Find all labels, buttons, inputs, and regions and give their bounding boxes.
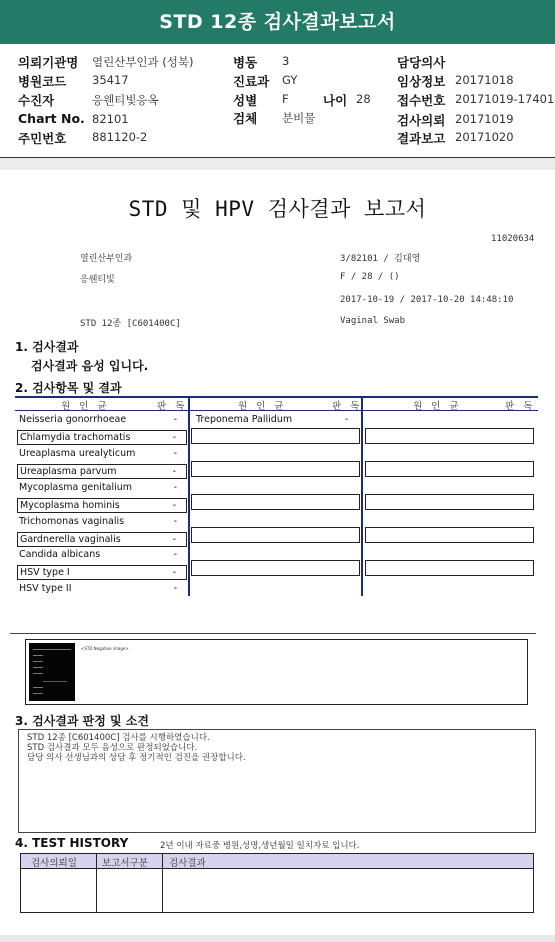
label-doctor: 담당의사 (397, 55, 446, 70)
empty-result-box (191, 527, 360, 543)
empty-result-box (191, 560, 360, 576)
label-ward: 병동 (233, 55, 258, 70)
history-note: 2년 이내 자료중 병원,성명,생년월일 일치자료 입니다. (160, 841, 360, 851)
value-resident-no: 881120-2 (92, 130, 148, 144)
col-header-organism-2: 원 인 균 (238, 401, 287, 412)
organism-result: - (172, 500, 176, 511)
label-clinical-info: 임상정보 (397, 74, 446, 89)
label-age: 나이 (323, 93, 348, 108)
label-test-request: 검사의뢰 (397, 113, 446, 128)
col-header-organism-1: 원 인 균 (61, 401, 110, 412)
organism-name: Mycoplasma genitalium (19, 482, 133, 493)
value-chart-no: 82101 (92, 112, 129, 126)
opinion-line: STD 12종 [C601400C] 검사를 시행하였습니다. (27, 733, 210, 743)
value-clinical-info: 20171018 (455, 73, 514, 87)
empty-result-box (365, 527, 534, 543)
empty-result-box (365, 428, 534, 444)
label-specimen: 검체 (233, 111, 258, 126)
organism-row (17, 430, 187, 445)
opinion-line: 담당 의사 선생님과의 상담 후 정기적인 검진을 권장합니다. (27, 753, 246, 763)
report-sex-age: F / 28 / () (340, 272, 400, 282)
gel-image-panel (25, 639, 528, 705)
organism-name: Ureaplasma urealyticum (19, 448, 136, 459)
organism-name: HSV type I (20, 567, 70, 578)
organism-name-treponema: Treponema Pallidum (196, 414, 293, 425)
label-result-report: 결과보고 (397, 131, 446, 146)
report-chart-line: 3/82101 / 김대영 (340, 254, 421, 264)
organism-row (17, 481, 187, 496)
label-institution: 의뢰기관명 (18, 55, 79, 70)
col-header-judgement-2: 판 독 (332, 401, 363, 412)
organism-name: Chlamydia trachomatis (20, 432, 131, 443)
organism-name: Candida albicans (19, 549, 101, 560)
value-hospital-code: 35417 (92, 73, 129, 87)
organism-row (17, 515, 187, 530)
gel-electrophoresis-image (29, 643, 75, 701)
col-header-judgement-1: 판 독 (157, 401, 188, 412)
col-header-judgement-3: 판 독 (505, 401, 536, 412)
results-table-divider-2 (361, 396, 363, 596)
test-history-table (20, 853, 534, 913)
label-chart-no: Chart No. (18, 111, 85, 126)
label-receipt-no: 접수번호 (397, 93, 446, 108)
organism-result: - (173, 448, 177, 459)
organism-result: - (172, 432, 176, 443)
opinion-box (18, 729, 536, 833)
value-age: 28 (356, 92, 371, 106)
section-1-result: 검사결과 음성 입니다. (31, 359, 149, 373)
organism-name: Neisseria gonorrhoeae (19, 414, 127, 425)
opinion-line: STD 검사결과 모두 음성으로 판정되었습니다. (27, 743, 198, 753)
section-2-title: 2. 검사항목 및 결과 (15, 381, 122, 395)
header-gap (0, 158, 555, 170)
organism-name: Ureaplasma parvum (20, 466, 117, 477)
organism-row (17, 582, 187, 597)
organism-row (17, 548, 187, 563)
value-specimen: 분비물 (282, 111, 316, 125)
report-title: STD 및 HPV 검사결과 보고서 (128, 197, 427, 221)
organism-result: - (173, 516, 177, 527)
empty-result-box (365, 461, 534, 477)
organism-name: HSV type II (19, 583, 72, 594)
empty-result-box (191, 461, 360, 477)
report-patient: 응웬티빛 (80, 275, 115, 285)
col-header-organism-3: 원 인 균 (413, 401, 462, 412)
organism-result: - (172, 466, 176, 477)
organism-name: Trichomonas vaginalis (19, 516, 125, 527)
value-patient: 응웬티빛응옥 (92, 93, 159, 107)
report-banner-title: STD 12종 검사결과보고서 (0, 0, 555, 44)
page-footer-bar (0, 935, 555, 942)
label-patient: 수진자 (18, 93, 55, 108)
organism-row (17, 565, 187, 580)
results-table-divider-1 (188, 396, 190, 596)
organism-name: Mycoplasma hominis (20, 500, 120, 511)
organism-result: - (172, 534, 176, 545)
label-department: 진료과 (233, 74, 270, 89)
organism-row (17, 498, 187, 513)
section-1-title: 1. 검사결과 (15, 340, 79, 354)
report-specimen: Vaginal Swab (340, 316, 406, 326)
organism-result-treponema: - (345, 414, 349, 425)
organism-result: - (173, 414, 177, 425)
value-result-report: 20171020 (455, 130, 514, 144)
history-divider (162, 854, 163, 912)
history-divider (96, 854, 97, 912)
empty-result-box (365, 560, 534, 576)
section-3-title: 3. 검사결과 판정 및 소견 (15, 714, 149, 728)
value-institution: 열린산부인과 (성북) (92, 55, 194, 69)
history-col-request-date: 검사의뢰일 (31, 858, 77, 869)
report-test-name: STD 12종 [C601400C] (80, 319, 181, 329)
history-col-report-type: 보고서구분 (102, 858, 148, 869)
image-divider (10, 633, 536, 634)
value-sex: F (282, 92, 289, 106)
image-caption: <STD Negative image> (81, 646, 129, 651)
organism-row (17, 413, 187, 428)
value-department: GY (282, 73, 298, 87)
history-header-row (21, 854, 533, 869)
report-code: 11020634 (491, 234, 535, 244)
organism-result: - (173, 482, 177, 493)
value-ward: 3 (282, 54, 290, 68)
empty-result-box (365, 494, 534, 510)
organism-result: - (172, 567, 176, 578)
value-receipt-no: 20171019-17401 (455, 92, 555, 106)
organism-row (17, 532, 187, 547)
history-col-result: 검사결과 (169, 858, 206, 869)
label-hospital-code: 병원코드 (18, 74, 67, 89)
empty-result-box (191, 428, 360, 444)
empty-result-box (191, 494, 360, 510)
patient-header (0, 50, 555, 156)
organism-row (17, 464, 187, 479)
report-hospital: 열린산부인과 (80, 254, 133, 264)
label-sex: 성별 (233, 93, 258, 108)
report-dates: 2017-10-19 / 2017-10-20 14:48:10 (340, 295, 514, 305)
organism-row (17, 447, 187, 462)
organism-result: - (173, 583, 177, 594)
organism-result: - (173, 549, 177, 560)
organism-name: Gardnerella vaginalis (20, 534, 121, 545)
value-test-request: 20171019 (455, 112, 514, 126)
label-resident-no: 주민번호 (18, 131, 67, 146)
section-4-title: 4. TEST HISTORY (15, 836, 129, 850)
